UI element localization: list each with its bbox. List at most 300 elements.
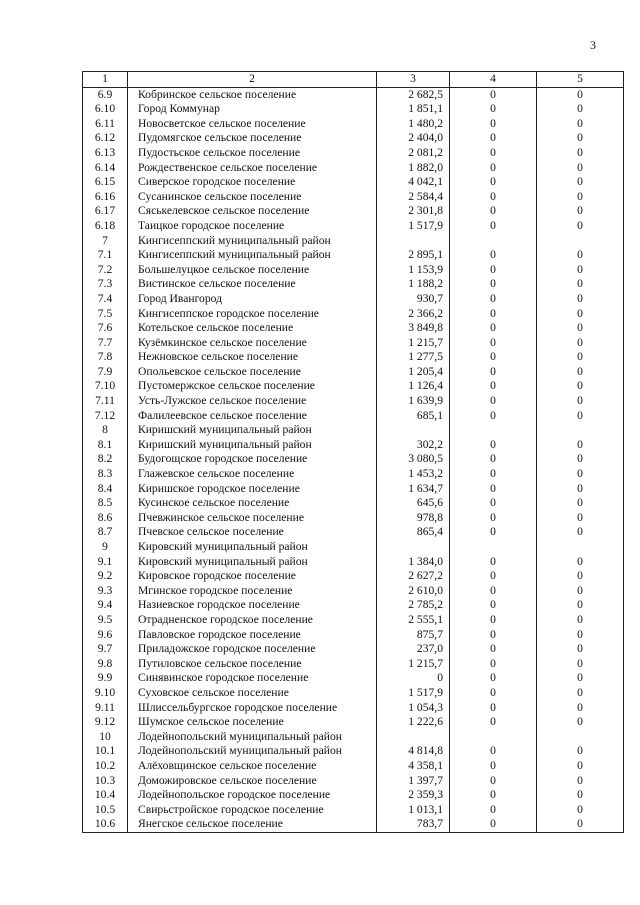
row-number: 8.3 (83, 467, 128, 482)
row-value: 685,1 (377, 409, 450, 424)
row-col5: 0 (537, 190, 624, 205)
table-row (83, 438, 624, 453)
row-value: 2 785,2 (377, 598, 450, 613)
row-col5: 0 (537, 555, 624, 570)
row-value: 1 517,9 (377, 686, 450, 701)
row-name: Сиверское городское поселение (128, 175, 377, 190)
row-value: 2 610,0 (377, 584, 450, 599)
table-row (83, 525, 624, 540)
row-value: 875,7 (377, 628, 450, 643)
row-col4: 0 (450, 438, 537, 453)
row-col4: 0 (450, 161, 537, 176)
row-value (377, 234, 450, 249)
table-row (83, 598, 624, 613)
row-value: 4 814,8 (377, 744, 450, 759)
table-row (83, 248, 624, 263)
row-col4 (450, 423, 537, 438)
row-col5: 0 (537, 803, 624, 818)
row-number: 10.1 (83, 744, 128, 759)
row-name: Приладожское городское поселение (128, 642, 377, 657)
table-row (83, 803, 624, 818)
row-value: 1 188,2 (377, 277, 450, 292)
table-row (83, 759, 624, 774)
row-value: 4 042,1 (377, 175, 450, 190)
row-name: Путиловское сельское поселение (128, 657, 377, 672)
table-row (83, 219, 624, 234)
row-value (377, 730, 450, 745)
row-col4: 0 (450, 117, 537, 132)
row-col4 (450, 540, 537, 555)
table-row (83, 657, 624, 672)
row-col5: 0 (537, 744, 624, 759)
row-value (377, 423, 450, 438)
table-row (83, 744, 624, 759)
row-col5 (537, 234, 624, 249)
table-row (83, 161, 624, 176)
row-number: 9.8 (83, 657, 128, 672)
table-row (83, 277, 624, 292)
table-row (83, 409, 624, 424)
row-value: 1 517,9 (377, 219, 450, 234)
row-col5: 0 (537, 628, 624, 643)
row-name: Доможировское сельское поселение (128, 774, 377, 789)
row-col5: 0 (537, 686, 624, 701)
row-col5: 0 (537, 584, 624, 599)
row-col5 (537, 540, 624, 555)
row-col4: 0 (450, 482, 537, 497)
row-number: 10.4 (83, 788, 128, 803)
table-row (83, 788, 624, 803)
row-value: 0 (377, 671, 450, 686)
row-col4: 0 (450, 321, 537, 336)
row-col5: 0 (537, 438, 624, 453)
row-col4 (450, 234, 537, 249)
row-col5: 0 (537, 117, 624, 132)
row-col5: 0 (537, 146, 624, 161)
table-row (83, 204, 624, 219)
row-name: Лодейнопольский муниципальный район (128, 730, 377, 745)
row-col4: 0 (450, 569, 537, 584)
row-number: 6.11 (83, 117, 128, 132)
row-value: 2 682,5 (377, 87, 450, 102)
page-number: 3 (590, 38, 596, 52)
row-name: Пудостьское сельское поселение (128, 146, 377, 161)
row-col5: 0 (537, 350, 624, 365)
row-name: Город Ивангород (128, 292, 377, 307)
row-name: Суховское сельское поселение (128, 686, 377, 701)
row-number: 7 (83, 234, 128, 249)
row-col5: 0 (537, 204, 624, 219)
row-name: Будогощское городское поселение (128, 452, 377, 467)
row-number: 9.7 (83, 642, 128, 657)
row-name: Киришское городское поселение (128, 482, 377, 497)
row-value: 2 404,0 (377, 131, 450, 146)
row-number: 7.10 (83, 379, 128, 394)
row-value: 1 384,0 (377, 555, 450, 570)
row-value: 1 153,9 (377, 263, 450, 278)
row-col5: 0 (537, 277, 624, 292)
row-number: 8.6 (83, 511, 128, 526)
table-row (83, 146, 624, 161)
row-col4: 0 (450, 409, 537, 424)
row-col5: 0 (537, 701, 624, 716)
row-col4: 0 (450, 467, 537, 482)
row-col5: 0 (537, 774, 624, 789)
table-row (83, 671, 624, 686)
row-name: Кировский муниципальный район (128, 540, 377, 555)
column-header: 5 (537, 72, 624, 88)
row-col5: 0 (537, 336, 624, 351)
row-name: Кусинское сельское поселение (128, 496, 377, 511)
table-row (83, 817, 624, 832)
allocation-table (82, 71, 624, 833)
row-value: 1 277,5 (377, 350, 450, 365)
row-value: 978,8 (377, 511, 450, 526)
row-col4 (450, 730, 537, 745)
table-row (83, 642, 624, 657)
row-col5: 0 (537, 598, 624, 613)
row-name: Кингисеппский муниципальный район (128, 234, 377, 249)
row-col4: 0 (450, 628, 537, 643)
row-col4: 0 (450, 365, 537, 380)
row-value: 2 359,3 (377, 788, 450, 803)
row-name: Отрадненское городское поселение (128, 613, 377, 628)
row-col5 (537, 423, 624, 438)
row-name: Шлиссельбургское городское поселение (128, 701, 377, 716)
row-value: 2 584,4 (377, 190, 450, 205)
row-number: 7.3 (83, 277, 128, 292)
row-number: 9.3 (83, 584, 128, 599)
row-col4: 0 (450, 307, 537, 322)
row-name: Кобринское сельское поселение (128, 87, 377, 102)
row-number: 7.5 (83, 307, 128, 322)
row-col5: 0 (537, 394, 624, 409)
row-number: 10.6 (83, 817, 128, 832)
row-number: 6.13 (83, 146, 128, 161)
row-col4: 0 (450, 219, 537, 234)
row-number: 7.12 (83, 409, 128, 424)
row-name: Павловское городское поселение (128, 628, 377, 643)
row-value: 2 627,2 (377, 569, 450, 584)
table-row (83, 423, 624, 438)
row-name: Алёховщинское сельское поселение (128, 759, 377, 774)
row-name: Вистинское сельское поселение (128, 277, 377, 292)
row-number: 9.10 (83, 686, 128, 701)
row-name: Таицкое городское поселение (128, 219, 377, 234)
row-number: 6.9 (83, 87, 128, 102)
row-col4: 0 (450, 686, 537, 701)
row-number: 9.12 (83, 715, 128, 730)
row-name: Большелуцкое сельское поселение (128, 263, 377, 278)
row-value: 237,0 (377, 642, 450, 657)
row-col5: 0 (537, 263, 624, 278)
row-number: 7.6 (83, 321, 128, 336)
row-col4: 0 (450, 277, 537, 292)
row-name: Пустомержское сельское поселение (128, 379, 377, 394)
row-col4: 0 (450, 379, 537, 394)
row-number: 10.3 (83, 774, 128, 789)
row-number: 8.5 (83, 496, 128, 511)
row-value: 1 851,1 (377, 102, 450, 117)
table-row (83, 379, 624, 394)
row-value: 1 215,7 (377, 336, 450, 351)
row-name: Кировский муниципальный район (128, 555, 377, 570)
row-name: Кингисеппский муниципальный район (128, 248, 377, 263)
row-number: 8.1 (83, 438, 128, 453)
row-name: Нежновское сельское поселение (128, 350, 377, 365)
row-value: 2 366,2 (377, 307, 450, 322)
table-row (83, 263, 624, 278)
row-number: 7.11 (83, 394, 128, 409)
row-col4: 0 (450, 452, 537, 467)
row-value: 645,6 (377, 496, 450, 511)
row-name: Сусанинское сельское поселение (128, 190, 377, 205)
row-number: 8 (83, 423, 128, 438)
row-name: Пудомягское сельское поселение (128, 131, 377, 146)
row-col5: 0 (537, 292, 624, 307)
table-row (83, 350, 624, 365)
table-row (83, 321, 624, 336)
row-value: 1 205,4 (377, 365, 450, 380)
table-row (83, 175, 624, 190)
table-row (83, 117, 624, 132)
row-col4: 0 (450, 292, 537, 307)
column-header: 1 (83, 72, 128, 88)
row-col4: 0 (450, 759, 537, 774)
row-value (377, 540, 450, 555)
table-row (83, 365, 624, 380)
row-col4: 0 (450, 394, 537, 409)
row-col5: 0 (537, 131, 624, 146)
row-col5: 0 (537, 642, 624, 657)
table-row (83, 584, 624, 599)
row-name: Киришский муниципальный район (128, 438, 377, 453)
table-row (83, 234, 624, 249)
row-col5: 0 (537, 175, 624, 190)
row-name: Шумское сельское поселение (128, 715, 377, 730)
row-number: 9.4 (83, 598, 128, 613)
row-name: Лодейнопольское городское поселение (128, 788, 377, 803)
row-name: Усть-Лужское сельское поселение (128, 394, 377, 409)
row-value: 1 054,3 (377, 701, 450, 716)
row-col5: 0 (537, 817, 624, 832)
row-name: Кировское городское поселение (128, 569, 377, 584)
column-header: 2 (128, 72, 377, 88)
row-name: Пчевжинское сельское поселение (128, 511, 377, 526)
row-number: 7.9 (83, 365, 128, 380)
row-number: 9.2 (83, 569, 128, 584)
row-number: 6.12 (83, 131, 128, 146)
row-name: Киришский муниципальный район (128, 423, 377, 438)
row-col4: 0 (450, 744, 537, 759)
row-number: 8.2 (83, 452, 128, 467)
table-row (83, 730, 624, 745)
table-row (83, 87, 624, 102)
row-col4: 0 (450, 190, 537, 205)
row-col5: 0 (537, 409, 624, 424)
row-name: Город Коммунар (128, 102, 377, 117)
row-number: 6.15 (83, 175, 128, 190)
row-number: 7.4 (83, 292, 128, 307)
row-name: Опольевское сельское поселение (128, 365, 377, 380)
row-number: 9.1 (83, 555, 128, 570)
row-value: 4 358,1 (377, 759, 450, 774)
row-number: 6.16 (83, 190, 128, 205)
row-value: 3 849,8 (377, 321, 450, 336)
row-col4: 0 (450, 350, 537, 365)
row-number: 6.14 (83, 161, 128, 176)
row-value: 1 126,4 (377, 379, 450, 394)
table-row (83, 569, 624, 584)
row-col4: 0 (450, 642, 537, 657)
row-name: Новосветское сельское поселение (128, 117, 377, 132)
row-col5: 0 (537, 671, 624, 686)
row-name: Фалилеевское сельское поселение (128, 409, 377, 424)
table-row (83, 628, 624, 643)
row-value: 1 453,2 (377, 467, 450, 482)
row-number: 8.4 (83, 482, 128, 497)
row-name: Мгинское городское поселение (128, 584, 377, 599)
row-number: 7.2 (83, 263, 128, 278)
row-col4: 0 (450, 511, 537, 526)
table-row (83, 540, 624, 555)
row-name: Пчевское сельское поселение (128, 525, 377, 540)
row-value: 1 215,7 (377, 657, 450, 672)
row-number: 9.11 (83, 701, 128, 716)
row-name: Сяськелевское сельское поселение (128, 204, 377, 219)
row-value: 1 397,7 (377, 774, 450, 789)
row-name: Глажевское сельское поселение (128, 467, 377, 482)
table-header-row (83, 72, 624, 88)
table-row (83, 774, 624, 789)
column-header: 4 (450, 72, 537, 88)
row-col5: 0 (537, 613, 624, 628)
row-number: 10.5 (83, 803, 128, 818)
table-row (83, 715, 624, 730)
row-number: 9.9 (83, 671, 128, 686)
row-number: 9.6 (83, 628, 128, 643)
row-col4: 0 (450, 555, 537, 570)
row-col4: 0 (450, 701, 537, 716)
row-col4: 0 (450, 788, 537, 803)
row-number: 7.7 (83, 336, 128, 351)
row-col4: 0 (450, 87, 537, 102)
row-col4: 0 (450, 584, 537, 599)
row-col5: 0 (537, 161, 624, 176)
row-col5: 0 (537, 511, 624, 526)
table-row (83, 467, 624, 482)
row-value: 930,7 (377, 292, 450, 307)
row-number: 9.5 (83, 613, 128, 628)
row-col5: 0 (537, 102, 624, 117)
table-body (83, 87, 624, 832)
row-number: 7.1 (83, 248, 128, 263)
row-value: 3 080,5 (377, 452, 450, 467)
row-col4: 0 (450, 175, 537, 190)
row-col5: 0 (537, 379, 624, 394)
row-name: Свирьстройское городское поселение (128, 803, 377, 818)
row-value: 2 555,1 (377, 613, 450, 628)
column-header: 3 (377, 72, 450, 88)
row-col4: 0 (450, 817, 537, 832)
row-value: 1 222,6 (377, 715, 450, 730)
row-col5: 0 (537, 248, 624, 263)
row-name: Рождественское сельское поселение (128, 161, 377, 176)
row-number: 9 (83, 540, 128, 555)
table-row (83, 307, 624, 322)
row-number: 7.8 (83, 350, 128, 365)
table-row (83, 613, 624, 628)
table-row (83, 496, 624, 511)
row-col4: 0 (450, 715, 537, 730)
row-col4: 0 (450, 131, 537, 146)
row-col5: 0 (537, 759, 624, 774)
row-col4: 0 (450, 525, 537, 540)
row-col4: 0 (450, 657, 537, 672)
row-name: Лодейнопольский муниципальный район (128, 744, 377, 759)
row-col4: 0 (450, 248, 537, 263)
row-col5: 0 (537, 467, 624, 482)
row-value: 865,4 (377, 525, 450, 540)
row-col5: 0 (537, 788, 624, 803)
row-col5: 0 (537, 87, 624, 102)
table-row (83, 131, 624, 146)
row-name: Кузёмкинское сельское поселение (128, 336, 377, 351)
table-row (83, 511, 624, 526)
table-row (83, 686, 624, 701)
row-col4: 0 (450, 204, 537, 219)
row-value: 1 480,2 (377, 117, 450, 132)
table-row (83, 482, 624, 497)
row-col4: 0 (450, 774, 537, 789)
row-col4: 0 (450, 263, 537, 278)
row-col5: 0 (537, 452, 624, 467)
row-value: 2 081,2 (377, 146, 450, 161)
row-col5: 0 (537, 307, 624, 322)
row-col5: 0 (537, 715, 624, 730)
row-col5: 0 (537, 496, 624, 511)
row-col4: 0 (450, 146, 537, 161)
row-number: 10.2 (83, 759, 128, 774)
row-name: Назиевское городское поселение (128, 598, 377, 613)
row-col5: 0 (537, 482, 624, 497)
row-number: 6.18 (83, 219, 128, 234)
row-name: Кингисеппское городское поселение (128, 307, 377, 322)
row-name: Янегское сельское поселение (128, 817, 377, 832)
row-value: 2 895,1 (377, 248, 450, 263)
table-row (83, 555, 624, 570)
row-number: 8.7 (83, 525, 128, 540)
row-col4: 0 (450, 803, 537, 818)
row-value: 2 301,8 (377, 204, 450, 219)
row-col5: 0 (537, 525, 624, 540)
row-value: 1 634,7 (377, 482, 450, 497)
row-col4: 0 (450, 336, 537, 351)
table-row (83, 102, 624, 117)
row-col4: 0 (450, 613, 537, 628)
row-name: Синявинское городское поселение (128, 671, 377, 686)
row-number: 6.10 (83, 102, 128, 117)
row-col4: 0 (450, 102, 537, 117)
row-col5: 0 (537, 321, 624, 336)
row-number: 10 (83, 730, 128, 745)
row-col5: 0 (537, 365, 624, 380)
table-row (83, 336, 624, 351)
row-name: Котельское сельское поселение (128, 321, 377, 336)
row-value: 302,2 (377, 438, 450, 453)
row-value: 1 013,1 (377, 803, 450, 818)
row-col4: 0 (450, 598, 537, 613)
